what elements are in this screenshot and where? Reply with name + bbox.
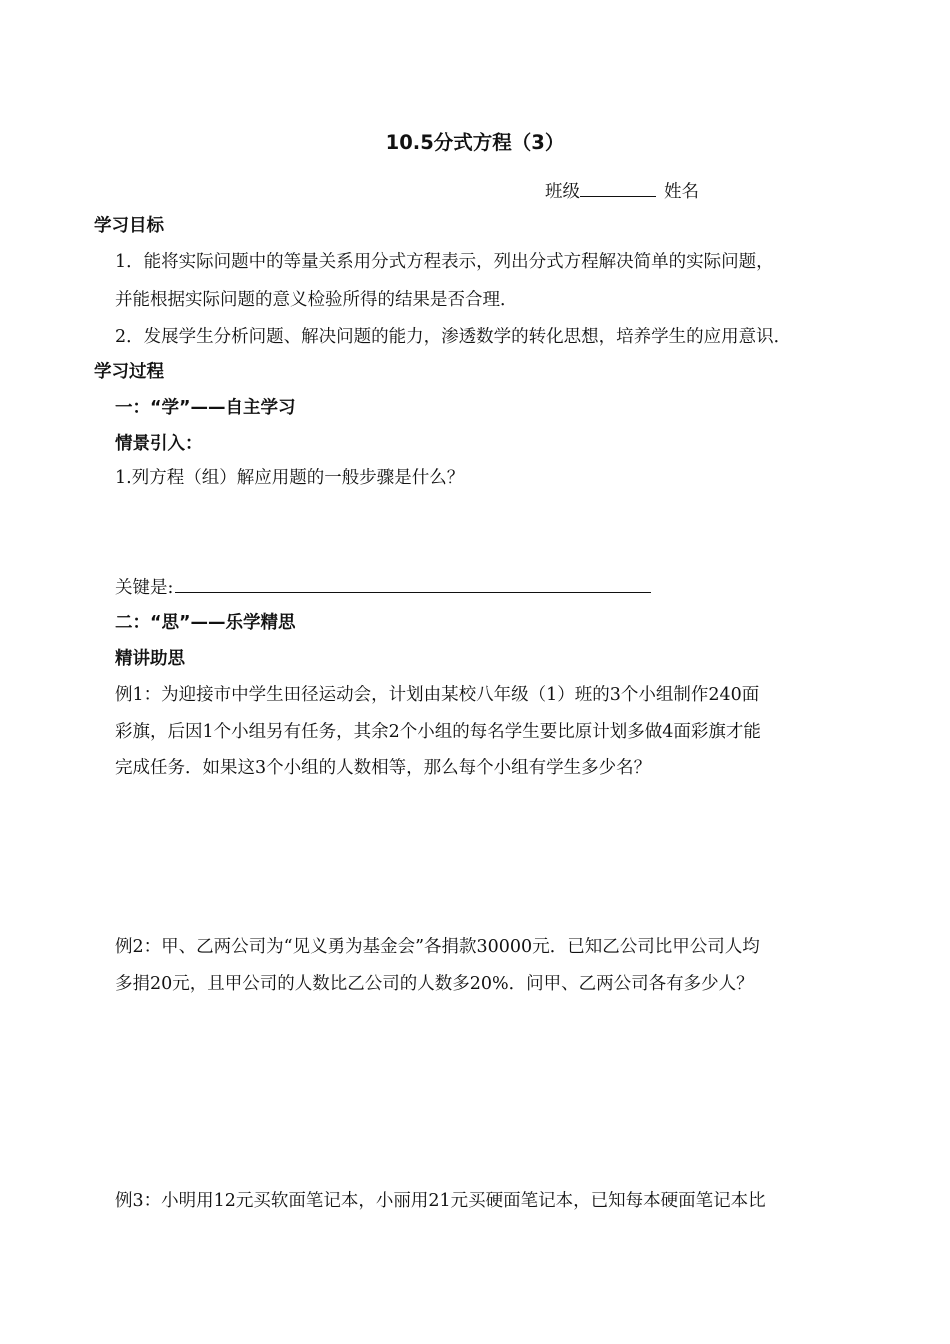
part1-heading: 一：“学”——自主学习 (115, 398, 296, 418)
part2-heading: 二：“思”——乐学精思 (115, 613, 296, 633)
objective-1-line-1: 1．能将实际问题中的等量关系用分式方程表示，列出分式方程解决简单的实际问题， (115, 252, 774, 272)
example-1-line-3: 完成任务．如果这3个小组的人数相等，那么每个小组有学生多少名？ (115, 758, 652, 778)
name-label: 姓名 (664, 182, 699, 202)
key-label: 关键是: (115, 578, 174, 598)
example-1-line-2: 彩旗，后因1个小组另有任务，其余2个小组的每名学生要比原计划多做4面彩旗才能 (115, 722, 761, 742)
page-title: 10.5分式方程（3） (385, 131, 565, 154)
example-3-line-1: 例3：小明用12元买软面笔记本，小丽用21元买硬面笔记本，已知每本硬面笔记本比 (115, 1191, 766, 1211)
example-2-line-1: 例2：甲、乙两公司为“见义勇为基金会”各捐款30000元．已知乙公司比甲公司人均 (115, 937, 760, 957)
part1-subheading: 情景引入： (115, 434, 203, 454)
class-label: 班级 (545, 182, 580, 202)
example-1-line-1: 例1：为迎接市中学生田径运动会，计划由某校八年级（1）班的3个小组制作240面 (115, 685, 760, 705)
part2-subheading: 精讲助思 (115, 649, 185, 669)
key-line (115, 576, 651, 600)
header-fields (545, 178, 699, 204)
objectives-heading: 学习目标 (94, 216, 164, 236)
objective-2: 2．发展学生分析问题、解决问题的能力，渗透数学的转化思想，培养学生的应用意识． (115, 327, 792, 347)
example-2-line-2: 多捐20元，且甲公司的人数比乙公司的人数多20%．问甲、乙两公司各有多少人？ (115, 974, 754, 994)
class-blank[interactable] (580, 178, 656, 197)
key-blank[interactable] (175, 576, 651, 593)
process-heading: 学习过程 (94, 362, 164, 382)
question-1: 1.列方程（组）解应用题的一般步骤是什么？ (115, 468, 465, 488)
objective-1-line-2: 并能根据实际问题的意义检验所得的结果是否合理． (115, 290, 518, 310)
